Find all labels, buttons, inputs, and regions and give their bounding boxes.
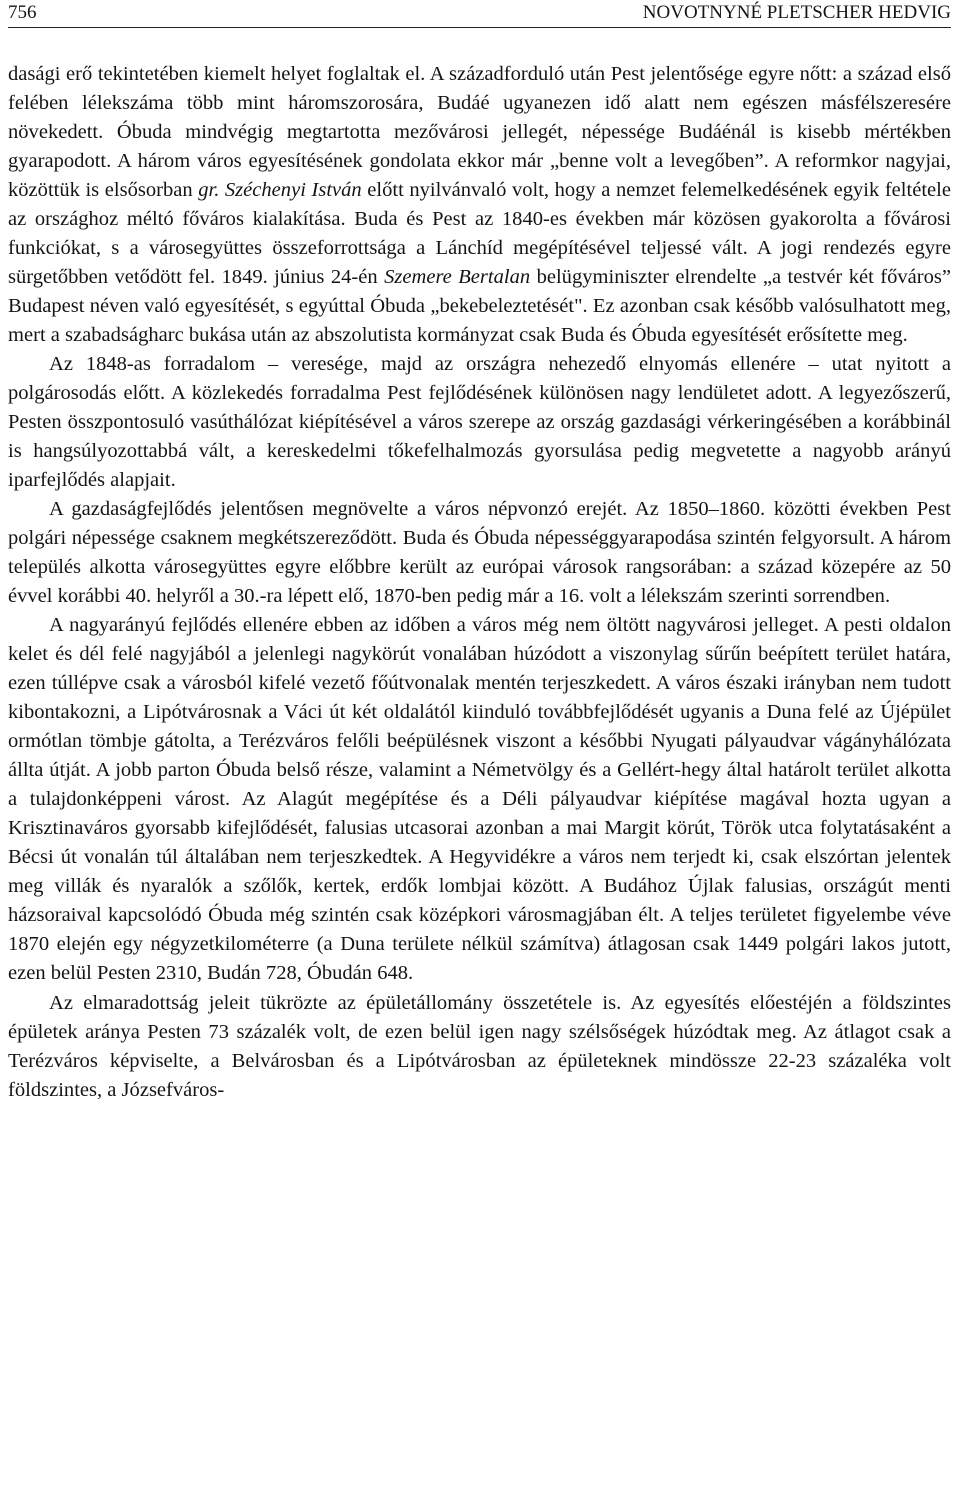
body-paragraph: [8, 989, 951, 1105]
body-paragraph: [8, 350, 951, 495]
body-paragraph: [8, 495, 951, 611]
text-run: belügyminiszter elrendelte „a testvér két főváros” Budapest néven való egyesítését, s egyúttal Óbuda „bekebeleztetését". Ez azonban csak később valósulhatott meg, mert a szabadságharc bukása után az abszolutista kormányzat csak Buda és Óbuda egyesítését erősítette meg.: [8, 266, 951, 347]
text-run: A gazdaságfejlődés jelentősen megnövelte a város népvonzó erejét. Az 1850–1860. közötti években Pest polgári népessége csaknem megkétszereződött. Buda és Óbuda népességgyarapodása szintén felgyorsult. A három település alkotta városegyüttes egyre előbbre került az európai városok rangsorában: a század közepére az 50 évvel korábbi 40. helyről a 30.-ra lépett elő, 1870-ben pedig már a 16. volt a lélekszám szerinti sorrendben.: [8, 498, 951, 608]
page-number: 756: [8, 2, 37, 23]
text-run: dasági erő tekintetében kiemelt helyet foglaltak el. A századforduló után Pest jelentősége egyre nőtt: a század első felében lélekszáma több mint háromszorosára, Budáé ugyanezen idő alatt nem egészen másfélszeresére növekedett. Óbuda mindvégig megtartotta mezővárosi jellegét, népessége Budáénál is kisebb mértékben gyarapodott. A három város egyesítésének gondolata ekkor már „benne volt a levegőben”. A reformkor nagyjai, közöttük is elsősorban: [8, 63, 951, 202]
text-run: Az elmaradottság jeleit tükrözte az épületállomány összetétele is. Az egyesítés előestéjén a földszintes épületek aránya Pesten 73 százalék volt, de ezen belül igen nagy szélsőségek húzódtak meg. Az átlagot csak a Terézváros képviselte, a Belvárosban és a Lipótvárosban az épületeknek mindössze 22-23 százaléka volt földszintes, a Józsefváros-: [8, 991, 951, 1101]
running-header: [8, 0, 951, 28]
body-paragraph: [8, 611, 951, 988]
body-text: [8, 60, 951, 1105]
text-run: előtt nyilvánvaló volt, hogy a nemzet felemelkedésének egyik feltétele az országhoz méltó főváros kialakítása. Buda és Pest az 1840-es években már közösen gyakorolta a fővárosi funkciókat, s a városegyüttes összeforrottsága a Lánchíd megépítésével teljessé vált. A jogi rendezés egyre sürgetőbben vetődött fel. 1849. június 24-én: [8, 179, 951, 289]
text-run: Az 1848-as forradalom – veresége, majd az országra nehezedő elnyomás ellenére – utat nyitott a polgárosodás előtt. A közlekedés forradalma Pest fejlődésének különösen nagy lendületet adott. A legyezőszerű, Pesten összpontosuló vasúthálózat kiépítésével a város szerepe az ország gazdasági vérkeringésében a korábbinál is hangsúlyozottabbá vált, a kereskedelmi tőkefelhalmozás gyorsulása pedig megvetette a nagyobb arányú iparfejlődés alapjait.: [8, 353, 951, 492]
text-run: A nagyarányú fejlődés ellenére ebben az időben a város még nem öltött nagyvárosi jelleget. A pesti oldalon kelet és dél felé nagyjából a jelenlegi nagykörút vonalában húzódott a viszonylag sűrűn beépített terület határa, ezen túllépve csak a városból kifelé vezető főútvonalak mentén terjeszkedett. A város északi irányban nem tudott kibontakozni, a Lipótvárosnak a Váci út két oldalától kiinduló továbbfejlődését ugyanis a Duna felé az Újépület ormótlan tömbje gátolta, a Terézváros felőli beépülésnek viszont a későbbi Nyugati pályaudvar vágányhálózata állta útját. A jobb parton Óbuda belső része, valamint a Németvölgy és a Gellért-hegy által határolt terület alkotta a tulajdonképpeni várost. Az Alagút megépítése és a Déli pályaudvar kiépítése magával hozta ugyan a Krisztinaváros gyorsabb kifejlődését, falusias utcasorai azonban a mai Margit körút, Török utca folytatásaként a Bécsi út vonalán túl általában nem terjeszkedtek. A Hegyvidékre a város nem terjedt ki, csak elszórtan jelentek meg villák és nyaralók a szőlők, kertek, erdők lombjai között. A Budához Újlak falusias, országút menti házsoraival kapcsolódó Óbuda még szintén csak középkori városmagjában élt. A teljes területet figyelembe véve 1870 elején egy négyzetkilométerre (a Duna területe nélkül számítva) átlagosan csak 1449 polgári lakos jutott, ezen belül Pesten 2310, Budán 728, Óbudán 648.: [8, 614, 951, 985]
body-paragraph: [8, 60, 951, 350]
italic-name: Szemere Bertalan: [384, 266, 531, 289]
running-title: NOVOTNYNÉ PLETSCHER HEDVIG: [642, 2, 951, 23]
italic-name: gr. Széchenyi István: [198, 179, 362, 202]
